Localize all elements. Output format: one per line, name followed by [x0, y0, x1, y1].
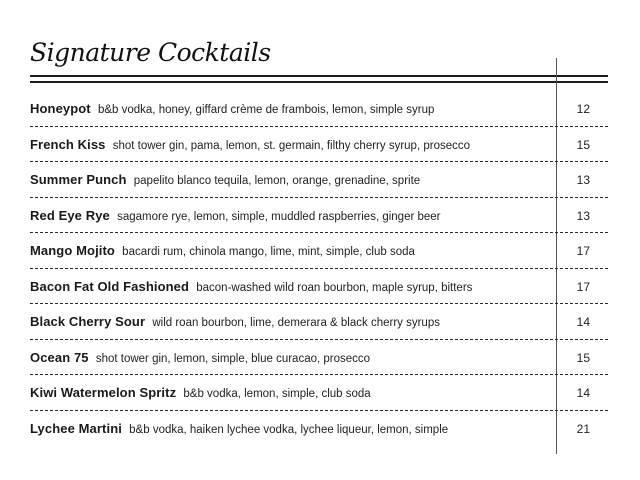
- menu-title: Signature Cocktails: [30, 38, 271, 67]
- item-name: Mango Mojito: [30, 243, 115, 258]
- title-divider-top: [30, 75, 608, 77]
- item-price: 15: [576, 350, 590, 365]
- item-name: Bacon Fat Old Fashioned: [30, 278, 190, 294]
- item-price: 12: [576, 102, 590, 117]
- item-description: bacon-washed wild roan bourbon, maple syrup, bitters: [196, 281, 473, 294]
- item-description: b&b vodka, lemon, simple, club soda: [183, 388, 371, 400]
- item-description: wild roan bourbon, lime, demerara & black cherry syrups: [152, 317, 440, 329]
- item-price: 13: [576, 208, 590, 223]
- item-name: French Kiss: [30, 136, 106, 152]
- menu-item: [30, 411, 608, 447]
- item-description: papelito blanco tequila, lemon, orange, grenadine, sprite: [133, 175, 421, 187]
- item-price: 15: [576, 137, 590, 152]
- cocktail-list: [30, 91, 608, 446]
- item-name: Red Eye Rye: [30, 207, 110, 223]
- menu-item: [30, 127, 608, 163]
- item-price: 21: [576, 422, 590, 437]
- item-description: bacardi rum, chinola mango, lime, mint, simple, club soda: [122, 246, 415, 258]
- item-name: Summer Punch: [30, 172, 127, 187]
- item-name: Ocean 75: [30, 349, 89, 365]
- item-description: b&b vodka, haiken lychee vodka, lychee liqueur, lemon, simple: [129, 424, 449, 436]
- item-name: Honeypot: [30, 101, 91, 116]
- item-name: Lychee Martini: [30, 421, 122, 436]
- menu-item: [30, 269, 608, 305]
- item-description: b&b vodka, honey, giffard crème de frambois, lemon, simple syrup: [97, 104, 435, 116]
- menu-item: [30, 198, 608, 234]
- item-name: Black Cherry Sour: [30, 314, 146, 329]
- item-price: 14: [576, 386, 590, 401]
- item-price: 17: [576, 244, 590, 259]
- title-divider-bottom: [30, 81, 608, 83]
- item-name: Kiwi Watermelon Spritz: [30, 385, 177, 400]
- item-price: 17: [576, 279, 590, 294]
- item-description: sagamore rye, lemon, simple, muddled raspberries, ginger beer: [117, 210, 441, 223]
- menu-item: [30, 162, 608, 198]
- item-description: shot tower gin, lemon, simple, blue curacao, prosecco: [95, 352, 371, 365]
- menu-item: [30, 340, 608, 376]
- item-price: 13: [576, 173, 590, 188]
- item-description: shot tower gin, pama, lemon, st. germain, filthy cherry syrup, prosecco: [112, 139, 471, 152]
- menu-item: [30, 375, 608, 411]
- menu-item: [30, 304, 608, 340]
- menu-item: [30, 233, 608, 269]
- menu-item: [30, 91, 608, 127]
- item-price: 14: [576, 315, 590, 330]
